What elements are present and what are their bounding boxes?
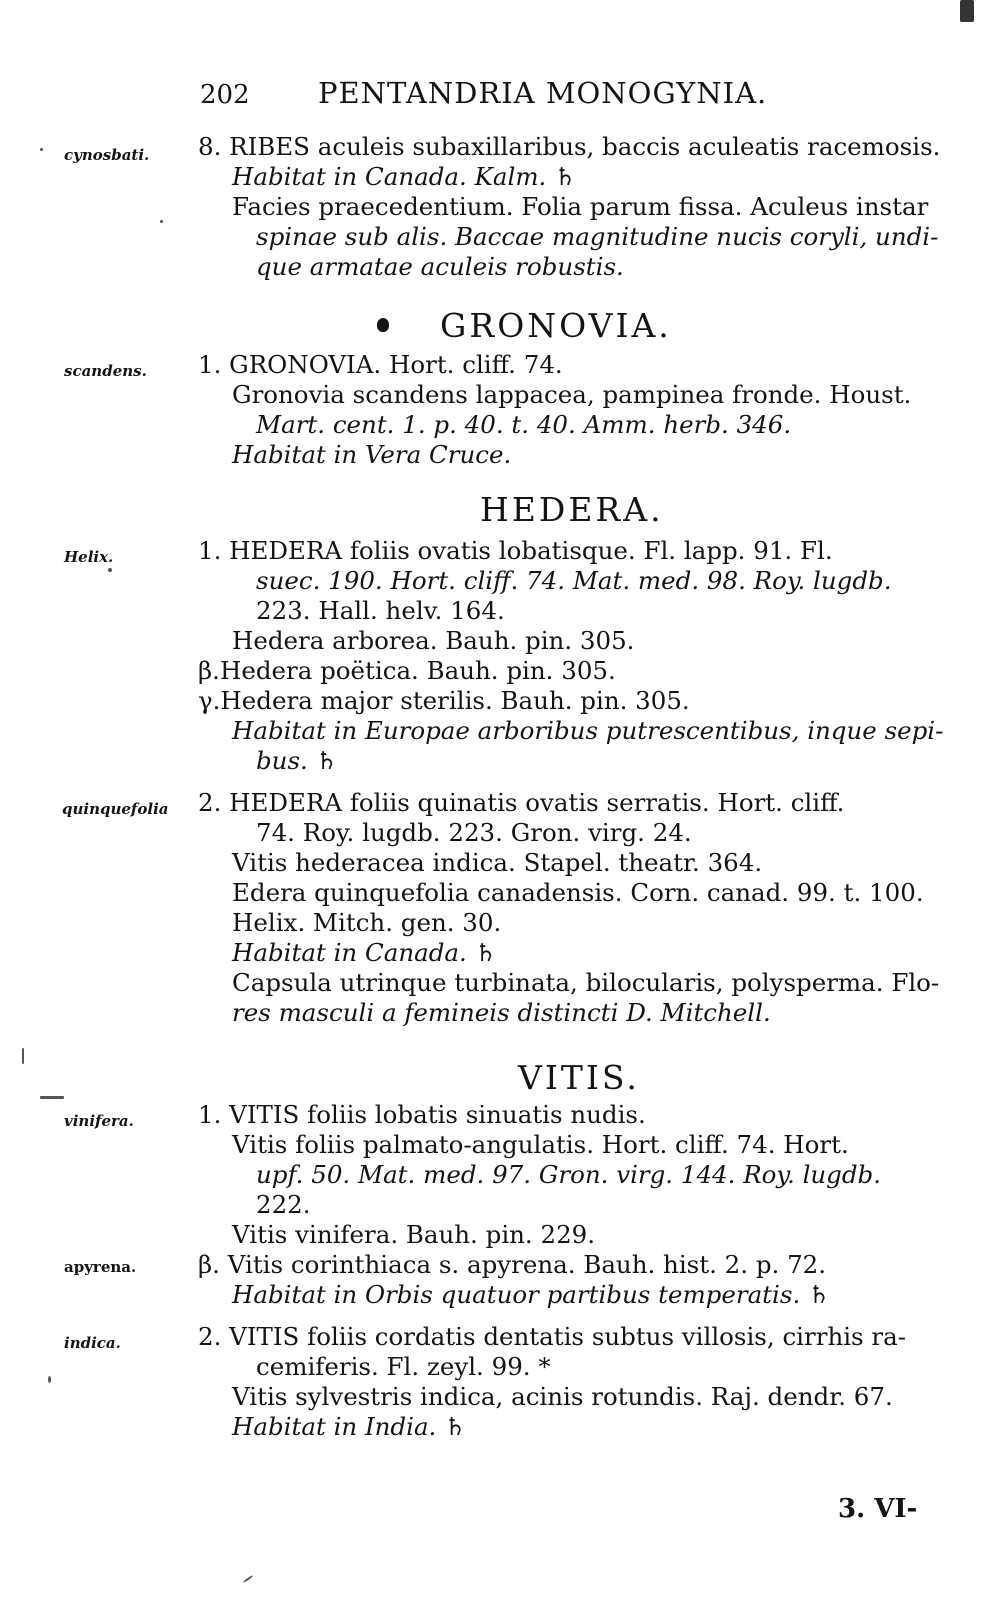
entry-line: suec. 190. Hort. cliff. 74. Mat. med. 98. Roy. lugdb. xyxy=(256,566,892,595)
running-title: PENTANDRIA MONOGYNIA. xyxy=(318,76,768,110)
entry-line: Habitat in Europae arboribus putrescentibus, inque sepi- xyxy=(232,716,944,745)
entry-hedera-quinquefolia xyxy=(198,788,958,1028)
entry-line: Vitis hederacea indica. Stapel. theatr. 364. xyxy=(232,848,763,877)
entry-line: Habitat in Orbis quatuor partibus temperatis. ♄ xyxy=(232,1280,830,1309)
margin-species-scandens: scandens. xyxy=(64,362,147,380)
entry-line: upf. 50. Mat. med. 97. Gron. virg. 144. Roy. lugdb. xyxy=(256,1160,882,1189)
catchword: 3. VI- xyxy=(838,1494,918,1524)
page-speck xyxy=(40,148,43,151)
entry-line: spinae sub alis. Baccae magnitudine nucis coryli, undi- xyxy=(256,222,939,251)
entry-line: 1. GRONOVIA. Hort. cliff. 74. xyxy=(198,350,563,379)
margin-species-cynosbati: cynosbati. xyxy=(64,146,150,164)
entry-gronovia-scandens xyxy=(198,350,958,470)
entry-vitis-apyrena xyxy=(198,1250,958,1310)
entry-line: cemiferis. Fl. zeyl. 99. * xyxy=(256,1352,551,1381)
margin-species-vinifera: vinifera. xyxy=(64,1112,134,1130)
entry-line: 223. Hall. helv. 164. xyxy=(256,596,505,625)
entry-line: Vitis sylvestris indica, acinis rotundis. Raj. dendr. 67. xyxy=(232,1382,893,1411)
entry-line: Capsula utrinque turbinata, bilocularis, polysperma. Flo- xyxy=(232,968,940,997)
entry-line: γ.Hedera major sterilis. Bauh. pin. 305. xyxy=(198,686,690,715)
entry-line: β. Vitis corinthiaca s. apyrena. Bauh. hist. 2. p. 72. xyxy=(198,1250,827,1279)
entry-line: Habitat in India. ♄ xyxy=(232,1412,467,1441)
entry-hedera-helix xyxy=(198,536,958,776)
page-speck xyxy=(108,568,112,572)
genus-heading-hedera: HEDERA. xyxy=(480,490,664,529)
margin-species-apyrena: apyrena. xyxy=(64,1258,137,1276)
entry-vitis-vinifera xyxy=(198,1100,958,1250)
page-speck xyxy=(243,1575,254,1584)
entry-line: 222. xyxy=(256,1190,311,1219)
entry-line: 1. VITIS foliis lobatis sinuatis nudis. xyxy=(198,1100,646,1129)
entry-ribes-cynosbati xyxy=(198,132,958,282)
entry-line: 1. HEDERA foliis ovatis lobatisque. Fl. lapp. 91. Fl. xyxy=(198,536,833,565)
genus-heading-vitis: VITIS. xyxy=(518,1058,640,1097)
entry-line: Facies praecedentium. Folia parum fissa. Aculeus instar xyxy=(232,192,929,221)
entry-line: 74. Roy. lugdb. 223. Gron. virg. 24. xyxy=(256,818,692,847)
entry-line: Habitat in Vera Cruce. xyxy=(232,440,512,469)
section-mark-icon xyxy=(377,318,389,332)
genus-heading-gronovia: GRONOVIA. xyxy=(440,306,672,345)
entry-line: β.Hedera poëtica. Bauh. pin. 305. xyxy=(198,656,616,685)
margin-species-helix: Helix. xyxy=(64,548,114,566)
entry-line: 2. HEDERA foliis quinatis ovatis serratis. Hort. cliff. xyxy=(198,788,845,817)
margin-species-quinquefolia: quinquefolia xyxy=(62,800,169,818)
entry-line: Vitis vinifera. Bauh. pin. 229. xyxy=(232,1220,596,1249)
running-head xyxy=(200,76,840,116)
margin-mark xyxy=(40,1096,64,1099)
entry-line: Habitat in Canada. ♄ xyxy=(232,938,497,967)
entry-line: Hedera arborea. Bauh. pin. 305. xyxy=(232,626,635,655)
entry-line: Habitat in Canada. Kalm. ♄ xyxy=(232,162,577,191)
entry-line: bus. ♄ xyxy=(256,746,338,775)
entry-line: Helix. Mitch. gen. 30. xyxy=(232,908,502,937)
entry-line: Mart. cent. 1. p. 40. t. 40. Amm. herb. 346. xyxy=(256,410,792,439)
margin-mark xyxy=(22,1048,24,1064)
entry-line: 2. VITIS foliis cordatis dentatis subtus villosis, cirrhis ra- xyxy=(198,1322,907,1351)
page-number: 202 xyxy=(200,80,250,110)
entry-line: Edera quinquefolia canadensis. Corn. canad. 99. t. 100. xyxy=(232,878,924,907)
entry-line: res masculi a femineis distincti D. Mitchell. xyxy=(232,998,771,1027)
page-speck xyxy=(160,220,163,223)
entry-vitis-indica xyxy=(198,1322,958,1442)
corner-mark xyxy=(960,0,974,22)
entry-line: Gronovia scandens lappacea, pampinea fronde. Houst. xyxy=(232,380,912,409)
entry-line: 8. RIBES aculeis subaxillaribus, baccis aculeatis racemosis. xyxy=(198,132,941,161)
margin-species-indica: indica. xyxy=(64,1334,121,1352)
entry-line: que armatae aculeis robustis. xyxy=(256,252,624,281)
page-speck xyxy=(48,1376,51,1383)
entry-line: Vitis foliis palmato-angulatis. Hort. cliff. 74. Hort. xyxy=(232,1130,849,1159)
